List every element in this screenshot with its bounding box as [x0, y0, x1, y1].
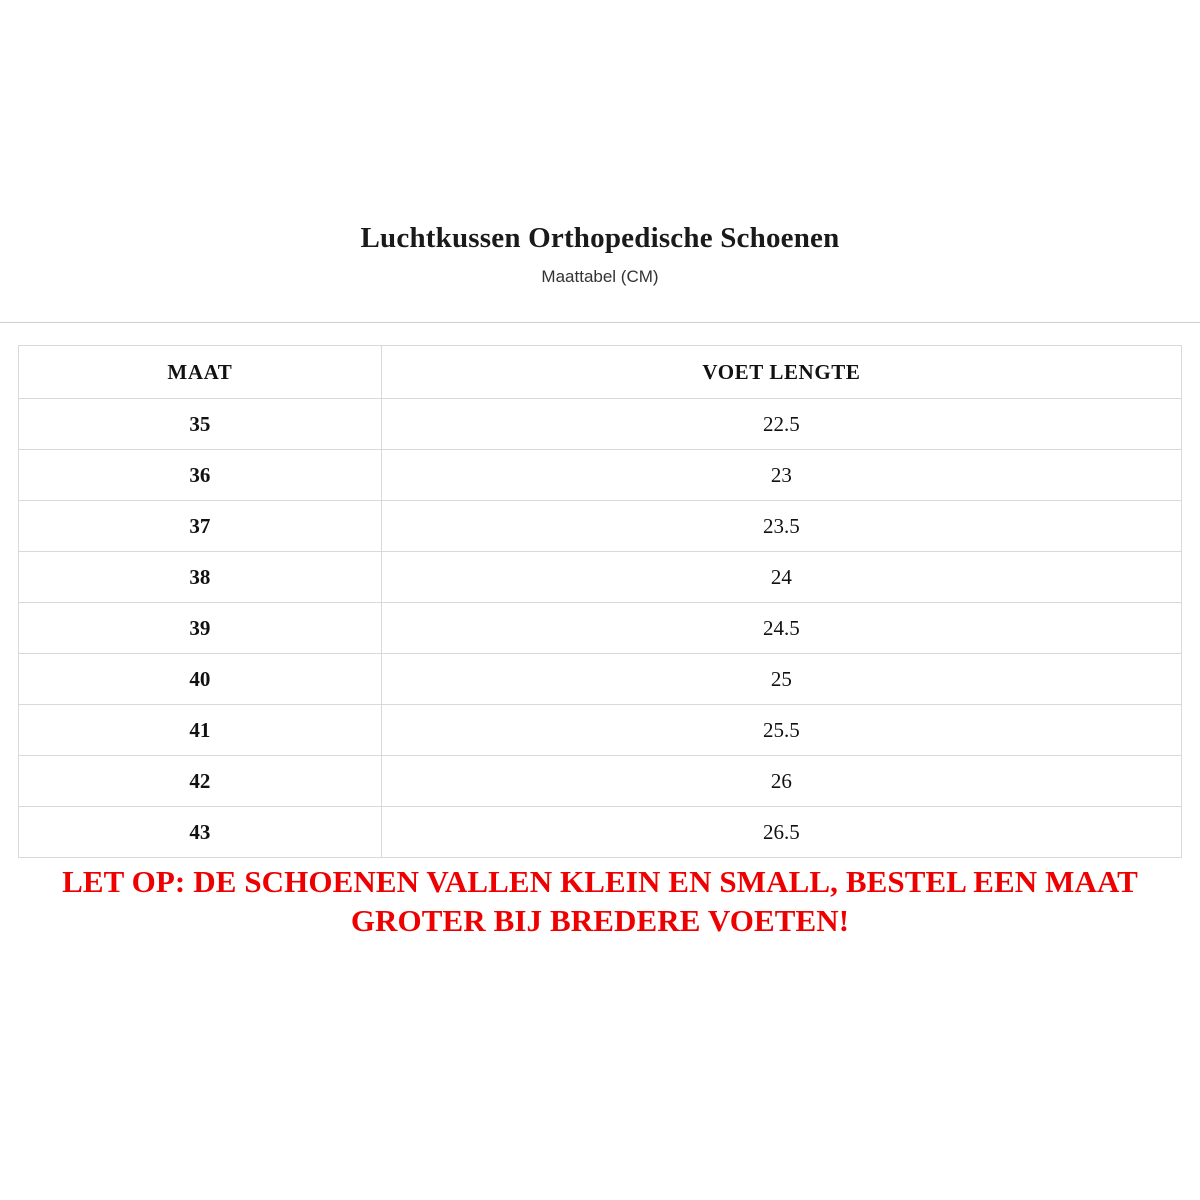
cell-voet-lengte: 25.5 [381, 705, 1181, 756]
table-row [19, 654, 1182, 705]
cell-maat: 43 [19, 807, 382, 858]
header-divider [0, 322, 1200, 323]
table-header-row [19, 346, 1182, 399]
table-row [19, 450, 1182, 501]
cell-voet-lengte: 23.5 [381, 501, 1181, 552]
cell-maat: 39 [19, 603, 382, 654]
cell-voet-lengte: 23 [381, 450, 1181, 501]
table-row [19, 603, 1182, 654]
column-header-maat: MAAT [19, 346, 382, 399]
table-row [19, 501, 1182, 552]
cell-maat: 36 [19, 450, 382, 501]
cell-maat: 41 [19, 705, 382, 756]
cell-voet-lengte: 26.5 [381, 807, 1181, 858]
page-title: Luchtkussen Orthopedische Schoenen [360, 222, 840, 254]
page-subtitle: Maattabel (CM) [541, 267, 659, 287]
warning-notice: LET OP: DE SCHOENEN VALLEN KLEIN EN SMALL, BESTEL EEN MAAT GROTER BIJ BREDERE VOETEN! [62, 864, 1138, 939]
cell-maat: 42 [19, 756, 382, 807]
column-header-voet-lengte: VOET LENGTE [381, 346, 1181, 399]
page-header [0, 0, 1200, 287]
cell-voet-lengte: 24.5 [381, 603, 1181, 654]
table-row [19, 756, 1182, 807]
cell-voet-lengte: 22.5 [381, 399, 1181, 450]
size-table-container [18, 345, 1182, 858]
cell-maat: 37 [19, 501, 382, 552]
size-table-head [19, 346, 1182, 399]
cell-maat: 40 [19, 654, 382, 705]
table-row [19, 399, 1182, 450]
table-row [19, 552, 1182, 603]
cell-maat: 38 [19, 552, 382, 603]
cell-voet-lengte: 24 [381, 552, 1181, 603]
table-row [19, 807, 1182, 858]
table-row [19, 705, 1182, 756]
size-table [18, 345, 1182, 858]
cell-voet-lengte: 25 [381, 654, 1181, 705]
size-table-body [19, 399, 1182, 858]
cell-maat: 35 [19, 399, 382, 450]
cell-voet-lengte: 26 [381, 756, 1181, 807]
